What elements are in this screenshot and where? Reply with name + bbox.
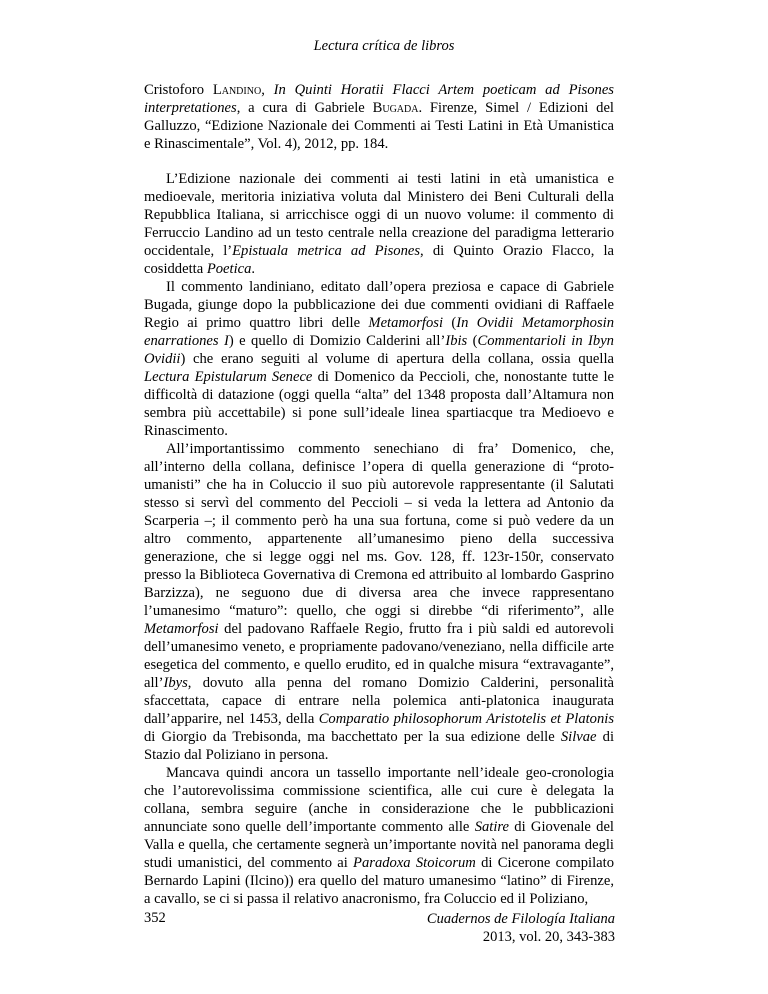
- text-run: di Cicerone compilato Bernardo Lapini (Ilcino)) era quello del maturo umanesimo “latino” di Firenze, a cavallo, se ci si passa il relativo anacronismo, fra Coluccio ed il Poliziano,: [144, 855, 614, 907]
- text-run: (: [467, 333, 478, 349]
- text-run: L’Edizione nazionale dei commenti ai testi latini in età umanistica e medioevale, meritoria iniziativa voluta dal Ministero dei Beni Culturali della Repubblica Italiana, si arricchisce oggi di un nuovo volume: il commento di Ferruccio Landino ad un testo centrale nella creazione del paradigma letterario occidentale, l’: [144, 171, 614, 259]
- italic-title: Poetica: [206, 261, 252, 277]
- italic-title: Commentarioli in Ibyn Ovidii: [144, 333, 614, 367]
- text-run: ) che erano seguiti al volume di apertura della collana, ossia quella: [180, 351, 614, 367]
- paragraph-1: [144, 170, 614, 278]
- citation-sep: ,: [261, 82, 274, 98]
- citation-title: In Quinti Horatii Flacci Artem poeticam ad Pisones interpretationes: [144, 82, 614, 116]
- journal-footer: [427, 910, 615, 946]
- text-run: di Domenico da Peccioli, che, nonostante tutte le difficoltà di datazione (oggi quella “alta” del 1348 proposta dall’Altamura non sembra più accettabile) si pone sull’ideale linea spartiacque tra Medioevo e Rinascimento.: [144, 369, 614, 439]
- paragraph-4: [144, 764, 614, 908]
- book-citation: [144, 81, 614, 153]
- text-run: .: [251, 261, 256, 277]
- text-run: di Giovenale del Valla e quella, che certamente segnerà un’importante novità nel panorama degli studi umanistici, del commento ai: [144, 819, 614, 871]
- italic-title: Lectura Epistularum Senece: [144, 369, 313, 385]
- text-run: di Giorgio da Trebisonda, ma bacchettato per la sua edizione delle: [144, 729, 561, 745]
- text-run: ) e quello di Domizio Calderini all’: [228, 333, 446, 349]
- italic-title: Satire: [474, 819, 510, 835]
- text-run: del padovano Raffaele Regio, frutto fra i più saldi ed autorevoli dell’umanesimo veneto, e propriamente padovano/veneziano, nella difficile arte esegetica del commento, e quello erudito, ed in qualche misura “extravagante”, all’: [144, 621, 614, 691]
- text-run: Mancava quindi ancora un tassello importante nell’ideale geo-cronologia che l’autorevolissima commissione scientifica, alle cui cure è delegata la collana, sembra seguire (anche in considerazione che le pubblicazioni annunciate sono quelle dell’importante commento alle: [144, 765, 614, 835]
- text-run: All’importantissimo commento senechiano di fra’ Domenico, che, all’interno della collana, definisce l’opera di quella generazione di “proto-umanisti” che ha in Coluccio il suo più autorevole rappresentante (il Salutati stesso si servì del commento del Peccioli – si veda la lettera ad Antonio da Scarperia –; il commento però ha una sua fortuna, come si può vedere da un altro commento, appartenente all’umanesimo pieno della successiva generazione, che si legge oggi nel ms. Gov. 128, ff. 123r-150r, conservato presso la Biblioteca Governativa di Cremona ed attribuito al lombardo Gasprino Barzizza), ne seguono due di diversa area che invece rappresentano l’umanesimo “maturo”: quello, che oggi si direbbe “di riferimento”, alle: [144, 441, 614, 619]
- text-run: , dovuto alla penna del romano Domizio Calderini, personalità sfaccettata, capace di entrare nella polemica anti-platonica inaugurata dall’apparire, nel 1453, della: [144, 675, 614, 727]
- citation-editor-prefix: , a cura di Gabriele: [236, 100, 373, 116]
- italic-title: Ibis: [445, 333, 468, 349]
- running-head: Lectura crítica de libros: [313, 38, 455, 54]
- text-run: di Stazio dal Poliziano in persona.: [144, 729, 614, 763]
- paragraph-3: [144, 440, 614, 764]
- page-number: 352: [144, 910, 166, 926]
- citation-text: [144, 81, 614, 153]
- italic-title: Epistuala metrica ad Pisones: [232, 243, 421, 259]
- italic-title: Metamorfosi: [144, 621, 219, 637]
- citation-editor-last: Bugada: [372, 100, 419, 116]
- italic-title: Silvae: [560, 729, 597, 745]
- italic-title: Ibys: [163, 675, 188, 691]
- journal-name: Cuadernos de Filología Italiana: [426, 911, 615, 927]
- journal-volume: 2013, vol. 20, 343-383: [482, 929, 615, 945]
- italic-title: In Ovidii Metamorphosin enarrationes I: [144, 315, 614, 349]
- text-run: (: [443, 315, 457, 331]
- text-run: , di Quinto Orazio Flacco, la cosiddetta: [144, 243, 615, 277]
- text-run: Il commento landiniano, editato dall’opera preziosa e capace di Gabriele Bugada, giunge dopo la pubblicazione dei due commenti ovidiani di Raffaele Regio ai primo quattro libri delle: [144, 279, 614, 331]
- italic-title: Metamorfosi: [368, 315, 443, 331]
- paragraph-2: [144, 278, 614, 440]
- review-body: [144, 170, 614, 908]
- italic-title: Comparatio philosophorum Aristotelis et Platonis: [318, 711, 614, 727]
- citation-author-last: Landino: [212, 82, 262, 98]
- citation-author-first: Cristoforo: [144, 82, 213, 98]
- citation-publication: . Firenze, Simel / Edizioni del Galluzzo, “Edizione Nazionale dei Commenti ai Testi Latini in Età Umanistica e Rinascimentale”, Vol. 4), 2012, pp. 184.: [144, 100, 614, 152]
- italic-title: Paradoxa Stoicorum: [353, 855, 476, 871]
